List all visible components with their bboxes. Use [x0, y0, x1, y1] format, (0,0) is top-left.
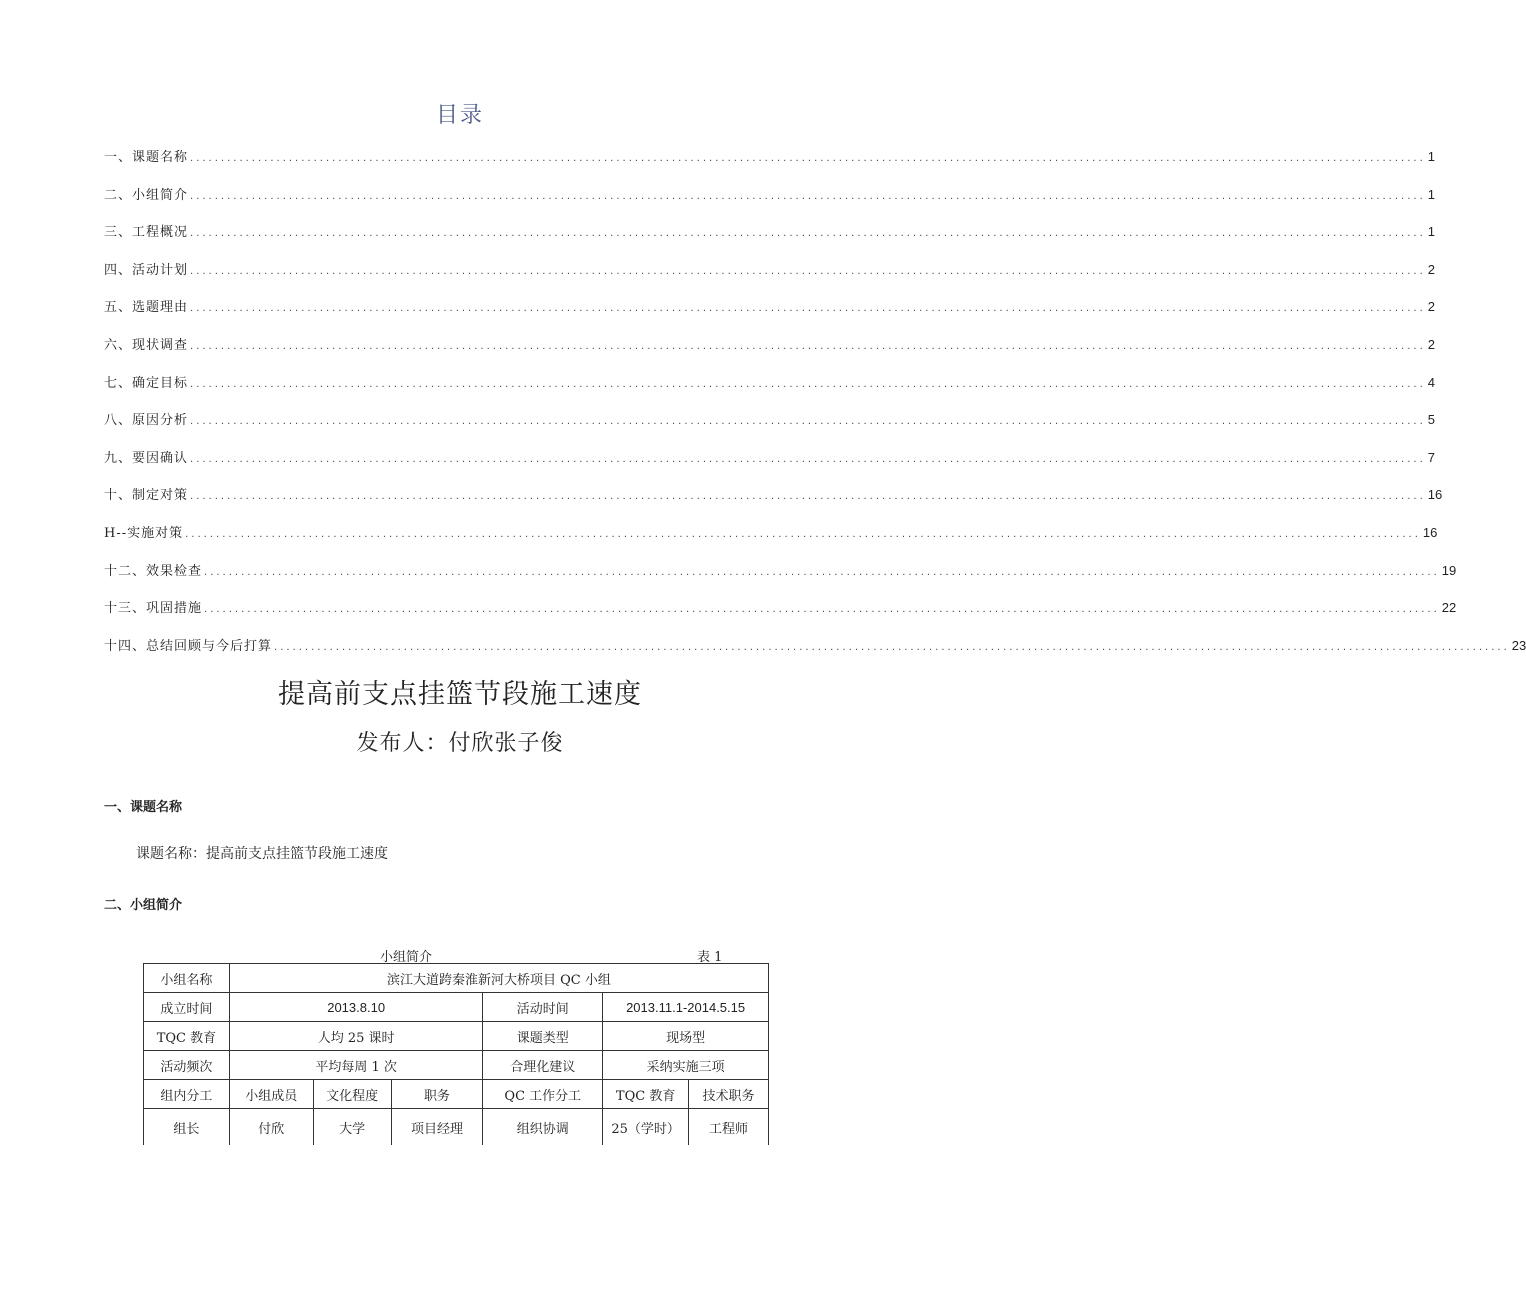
toc-leader-dots: ........................................................................................................................................................................................................ [190, 378, 1426, 390]
toc-entry[interactable] [104, 597, 1457, 635]
group-info-table [143, 963, 769, 1145]
table-caption-title: 小组简介 [380, 950, 433, 965]
table-cell: 小组名称 [144, 964, 230, 993]
toc-entry-page: 2 [1427, 299, 1435, 315]
table-row [144, 1109, 769, 1146]
toc-entry-label: 一、课题名称 [104, 150, 189, 165]
toc-entry-page: 1 [1427, 149, 1435, 164]
toc-entry[interactable] [104, 522, 1438, 560]
table-cell: 付欣 [229, 1109, 313, 1146]
section-heading-topic: 一、课题名称 [104, 800, 183, 815]
document-author: 发布人：付欣张子俊 [356, 731, 564, 756]
table-cell: 平均每周 1 次 [229, 1051, 483, 1080]
toc-entry-page: 7 [1427, 449, 1435, 465]
toc-leader-dots: ........................................................................................................................................................................................................ [185, 528, 1421, 540]
toc-entry-label: 十三、巩固措施 [104, 601, 203, 617]
table-header-cell: 小组成员 [229, 1080, 313, 1109]
toc-leader-dots: ........................................................................................................................................................................................................ [204, 566, 1440, 578]
table-header-cell: TQC 教育 [603, 1080, 689, 1109]
toc-leader-dots: ........................................................................................................................................................................................................ [204, 604, 1440, 616]
table-row [144, 964, 769, 993]
table-header-cell: 文化程度 [313, 1080, 391, 1109]
toc-leader-dots: ........................................................................................................................................................................................................ [190, 153, 1426, 164]
toc-entry[interactable] [104, 334, 1435, 372]
toc-leader-dots: ........................................................................................................................................................................................................ [190, 416, 1426, 428]
toc-entry-label: 十四、总结回顾与今后打算 [104, 638, 273, 654]
toc-leader-dots: ........................................................................................................................................................................................................ [190, 228, 1426, 240]
toc-entry-page: 1 [1427, 224, 1435, 240]
table-cell: 项目经理 [391, 1109, 483, 1146]
table-header-cell: QC 工作分工 [483, 1080, 603, 1109]
table-cell: 合理化建议 [483, 1051, 603, 1080]
toc-entry[interactable] [104, 372, 1435, 410]
toc-entry-label: 九、要因确认 [104, 450, 189, 466]
toc-entry[interactable] [104, 635, 1526, 673]
table-cell: 活动频次 [144, 1051, 230, 1080]
table-cell: 滨江大道跨秦淮新河大桥项目 QC 小组 [229, 964, 768, 993]
toc-entry-page: 16 [1427, 487, 1443, 503]
toc-leader-dots: ........................................................................................................................................................................................................ [274, 641, 1510, 653]
table-row [144, 1022, 769, 1051]
toc-entry-label: 八、原因分析 [104, 413, 189, 429]
table-cell: TQC 教育 [144, 1022, 230, 1051]
toc-leader-dots: ........................................................................................................................................................................................................ [190, 265, 1426, 277]
toc-leader-dots: ........................................................................................................................................................................................................ [190, 340, 1426, 352]
toc-entry-label: 六、现状调查 [104, 337, 189, 353]
toc-leader-dots: ........................................................................................................................................................................................................ [190, 453, 1426, 465]
toc-entry-page: 5 [1427, 412, 1435, 428]
toc-entry-label: H--实施对策 [104, 525, 184, 541]
toc-entry[interactable] [104, 409, 1435, 447]
table-cell: 2013.8.10 [229, 993, 483, 1022]
table-row [144, 993, 769, 1022]
toc-entry-page: 22 [1441, 600, 1457, 616]
table-cell: 课题类型 [483, 1022, 603, 1051]
toc-entry-page: 23 [1511, 637, 1526, 653]
table-cell: 大学 [313, 1109, 391, 1146]
table-caption-number: 表 1 [697, 950, 723, 965]
toc-entry[interactable] [104, 221, 1435, 259]
table-cell: 2013.11.1-2014.5.15 [603, 993, 769, 1022]
table-cell: 人均 25 课时 [229, 1022, 483, 1051]
table-row [144, 1051, 769, 1080]
table-header-cell: 职务 [391, 1080, 483, 1109]
toc-entry[interactable] [104, 560, 1457, 598]
toc-entry-label: 三、工程概况 [104, 225, 189, 241]
table-of-contents [104, 146, 1526, 672]
table-cell: 工程师 [689, 1109, 769, 1146]
toc-leader-dots: ........................................................................................................................................................................................................ [190, 491, 1426, 503]
table-cell: 组织协调 [483, 1109, 603, 1146]
toc-entry[interactable] [104, 484, 1443, 522]
toc-entry-page: 16 [1422, 524, 1438, 540]
table-cell: 组长 [144, 1109, 230, 1146]
table-header-cell: 技术职务 [689, 1080, 769, 1109]
table-cell: 现场型 [603, 1022, 769, 1051]
toc-entry[interactable] [104, 259, 1435, 297]
table-header-row [144, 1080, 769, 1109]
table-cell: 25（学时） [603, 1109, 689, 1146]
section-heading-group: 二、小组简介 [104, 898, 183, 913]
toc-leader-dots: ........................................................................................................................................................................................................ [190, 303, 1426, 315]
table-cell: 活动时间 [483, 993, 603, 1022]
toc-leader-dots: ........................................................................................................................................................................................................ [190, 190, 1426, 202]
toc-entry-label: 七、确定目标 [104, 375, 189, 391]
document-title: 提高前支点挂篮节段施工速度 [278, 679, 642, 710]
table-cell: 采纳实施三项 [603, 1051, 769, 1080]
toc-entry-label: 五、选题理由 [104, 300, 189, 316]
toc-entry-label: 十二、效果检查 [104, 563, 203, 579]
toc-entry[interactable] [104, 184, 1435, 222]
toc-entry-page: 4 [1427, 374, 1435, 390]
toc-entry-label: 四、活动计划 [104, 262, 189, 278]
toc-title: 目录 [435, 103, 484, 128]
toc-entry[interactable] [104, 447, 1435, 485]
toc-entry[interactable] [104, 146, 1435, 184]
toc-entry-page: 2 [1427, 336, 1435, 352]
toc-entry-label: 二、小组简介 [104, 187, 189, 203]
table-cell: 成立时间 [144, 993, 230, 1022]
toc-entry-page: 1 [1427, 186, 1435, 202]
table-header-cell: 组内分工 [144, 1080, 230, 1109]
toc-entry-page: 19 [1441, 562, 1457, 578]
topic-name-text: 课题名称：提高前支点挂篮节段施工速度 [136, 846, 388, 862]
toc-entry-page: 2 [1427, 261, 1435, 277]
toc-entry-label: 十、制定对策 [104, 488, 189, 504]
toc-entry[interactable] [104, 296, 1435, 334]
